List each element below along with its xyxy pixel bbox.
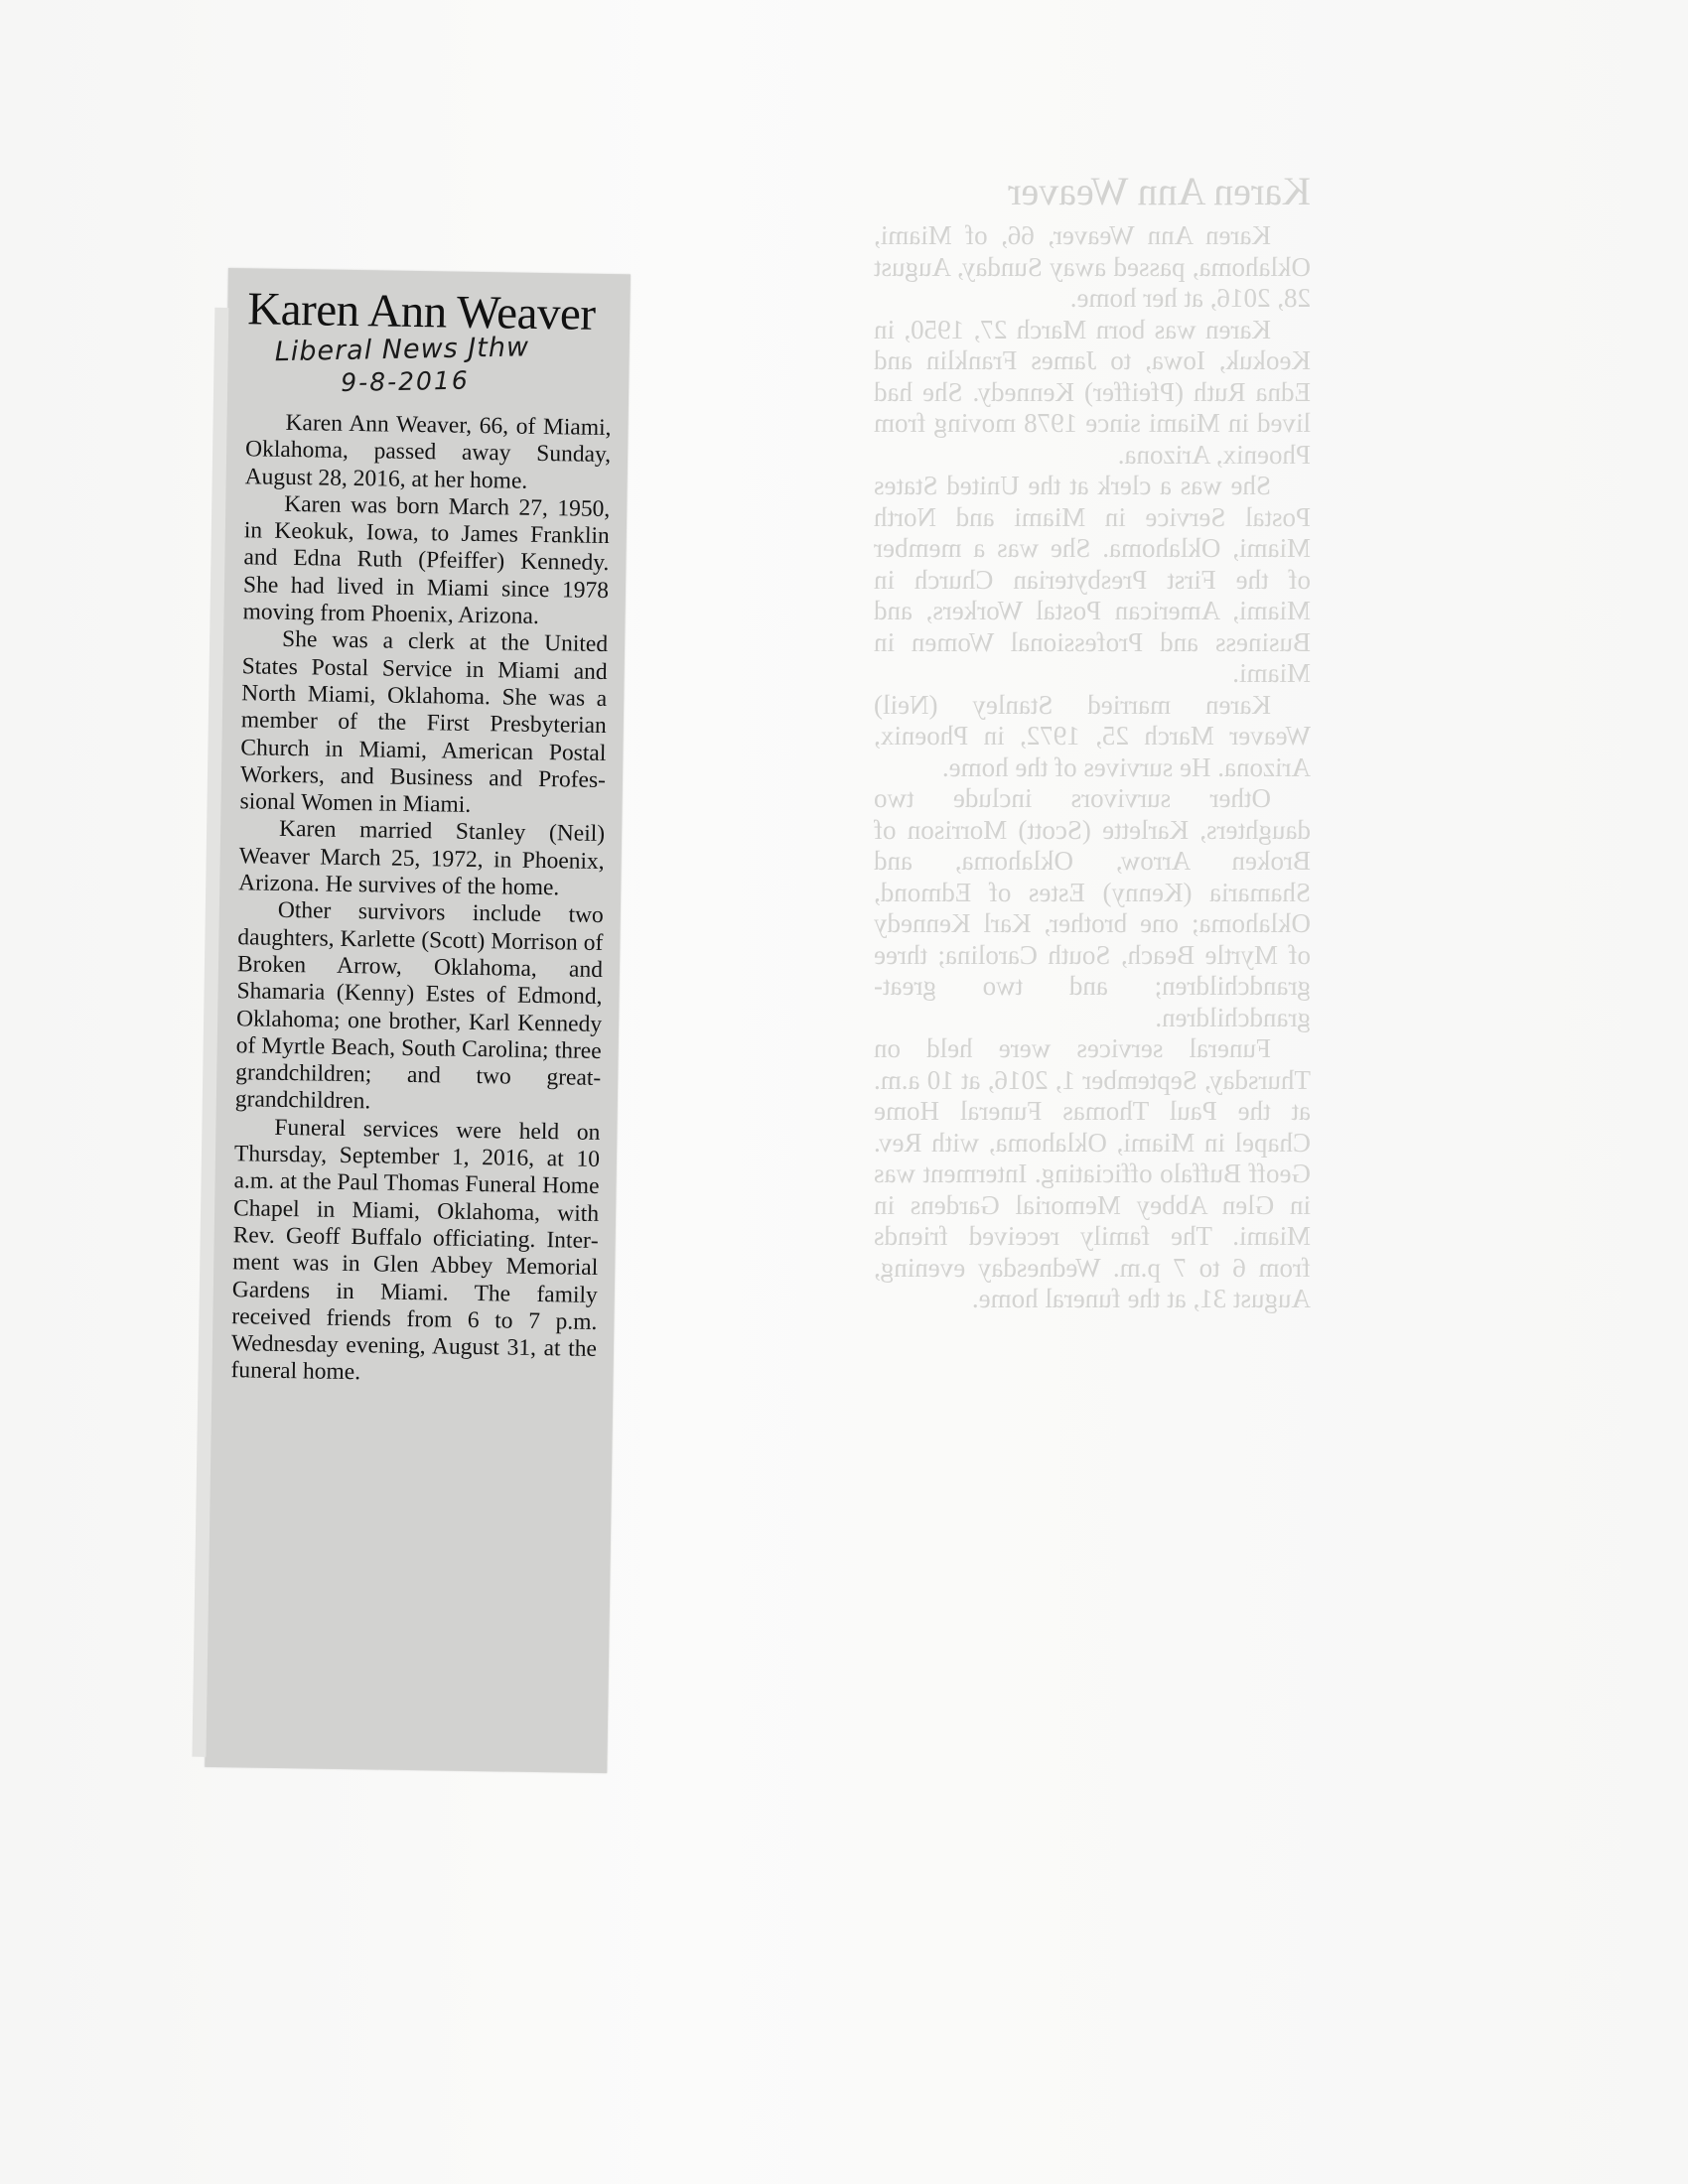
obituary-paragraph: Karen married Stanley (Neil) Weaver March 25, 1972, in Phoenix, Arizona. He survives of the home. <box>238 816 606 901</box>
bleed-through-paragraph: Karen was born March 27, 1950, in Keokuk, Iowa, to James Franklin and Edna Ruth (Pfeiffer) Kennedy. She had lived in Miami since 1978 moving from Phoenix, Arizona. <box>874 314 1311 470</box>
bleed-through-paragraph: Karen Ann Weaver, 66, of Miami, Oklahoma, passed away Sunday, August 28, 2016, at her home. <box>874 220 1311 313</box>
bleed-through-paragraph: Other survivors include two daughters, Karlette (Scott) Morrison of Broken Arrow, Oklahoma, and Shamaria (Kenny) Estes of Edmond, Oklahoma; one brother, Karl Kennedy of Myrtle Beach, South Carolina; three grandchildren; and two great-grandchildren. <box>874 783 1311 1032</box>
bleed-through-paragraph: Funeral services were held on Thursday, September 1, 2016, at 10 a.m. at the Paul Thomas Funeral Home Chapel in Miami, Oklahoma, with Rev. Geoff Buffalo officiating. Interment was in Glen Abbey Memorial Gardens in Miami. The family received friends from 6 to 7 p.m. Wednesday evening, August 31, at the funeral home. <box>874 1033 1311 1313</box>
bleed-through-text <box>874 169 1311 1315</box>
handwritten-source-note: Liberal News Jthw <box>274 332 530 368</box>
obituary-paragraph: Other survivors include two daughters, Karlette (Scott) Morrison of Broken Arrow, Oklahoma, and Shamaria (Kenny) Estes of Edmond, Oklahoma; one brother, Karl Kennedy of Myrtle Beach, South Carolina; three grandchildren; and two great-grandchildren. <box>234 897 605 1115</box>
obituary-paragraph: She was a clerk at the United States Postal Service in Miami and North Miami, Oklahoma. She was a member of the First Presbyterian Church in Miami, American Postal Workers, and Business and Professional Women in Miami. <box>239 626 609 819</box>
obituary-body <box>230 409 611 1390</box>
handwritten-date-note: 9-8-2016 <box>340 365 470 398</box>
obituary-paragraph: Karen was born March 27, 1950, in Keokuk, Iowa, to James Franklin and Edna Ruth (Pfeiffer) Kennedy. She had lived in Miami since 1978 moving from Phoenix, Arizona. <box>242 490 611 630</box>
obituary-paragraph: Funeral services were held on Thursday, September 1, 2016, at 10 a.m. at the Paul Thomas Funeral Home Chapel in Miami, Oklahoma, with Rev. Geoff Buffalo officiating. Interment was in Glen Abbey Memorial Gardens in Miami. The family received friends from 6 to 7 p.m. Wednesday evening, August 31, at the funeral home. <box>230 1114 601 1386</box>
newspaper-clipping <box>205 268 631 1773</box>
clipping-edge <box>192 308 228 1757</box>
obituary-paragraph: Karen Ann Weaver, 66, of Miami, Oklahoma, passed away Sunday, August 28, 2016, at her home. <box>244 409 612 494</box>
bleed-through-paragraph: Karen married Stanley (Neil) Weaver March 25, 1972, in Phoenix, Arizona. He survives of the home. <box>874 689 1311 782</box>
bleed-through-headline: Karen Ann Weaver <box>1008 169 1311 213</box>
obituary-headline: Karen Ann Weaver <box>246 283 596 341</box>
bleed-through-paragraph: She was a clerk at the United States Postal Service in Miami and North Miami, Oklahoma. She was a member of the First Presbyterian Church in Miami, American Postal Workers, and Business and Professional Women in Miami. <box>874 471 1311 688</box>
